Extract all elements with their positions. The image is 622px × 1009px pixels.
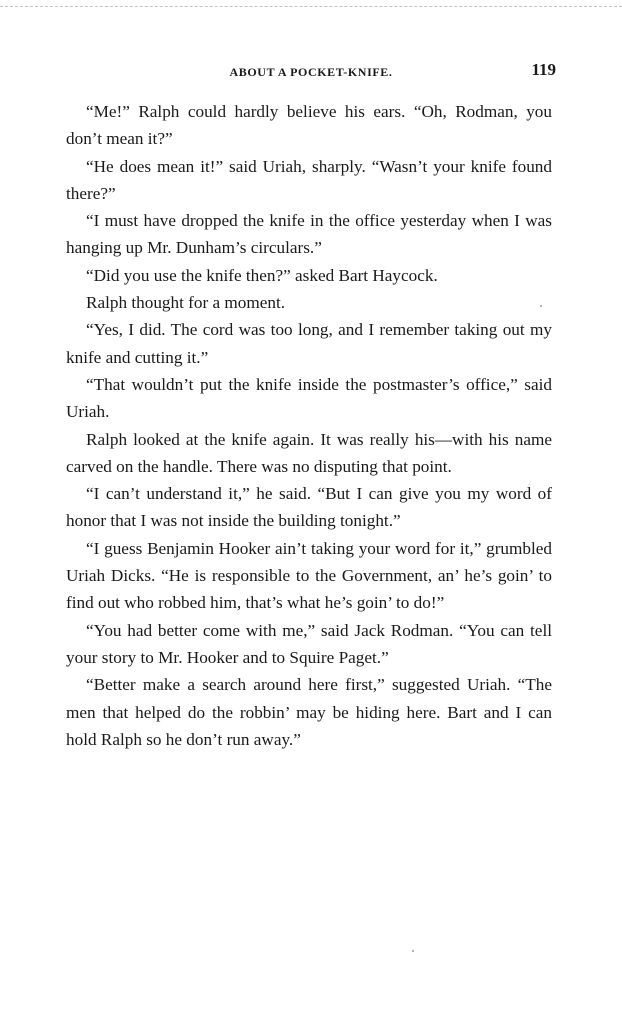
paragraph: “Better make a search around here first,” suggested Uriah. “The men that helped do the robbin’ may be hiding here. Bart and I can hold Ralph so he don’t run away.”	[66, 675, 552, 749]
paragraph: “He does mean it!” said Uriah, sharply. “Wasn’t your knife found there?”	[66, 156, 552, 203]
paragraph: “You had better come with me,” said Jack Rodman. “You can tell your story to Mr. Hooker and to Squire Paget.”	[66, 620, 552, 667]
scan-speck	[412, 950, 414, 952]
paragraph: “I guess Benjamin Hooker ain’t taking your word for it,” grumbled Uriah Dicks. “He is responsible to the Government, an’ he’s goin’ to find out who robbed him, that’s what he’s goin’ to do!”	[66, 538, 552, 613]
paragraph: “Did you use the knife then?” asked Bart Haycock.	[86, 265, 438, 285]
paragraph: Ralph looked at the knife again. It was really his—with his name carved on the handle. There was no disputing that point.	[66, 429, 552, 476]
page-number: 119	[531, 60, 556, 79]
running-title: ABOUT A POCKET-KNIFE.	[229, 65, 393, 79]
paragraph: “Me!” Ralph could hardly believe his ears. “Oh, Rodman, you don’t mean it?”	[66, 102, 552, 149]
paragraph: “Yes, I did. The cord was too long, and I remember taking out my knife and cutting it.”	[66, 320, 552, 367]
scan-speck	[540, 305, 542, 307]
scan-edge-artifact	[0, 6, 622, 11]
running-header	[66, 60, 556, 82]
paragraph: “I must have dropped the knife in the office yesterday when I was hanging up Mr. Dunham’s circulars.”	[66, 211, 552, 258]
paragraph: “That wouldn’t put the knife inside the postmaster’s office,” said Uriah.	[66, 374, 552, 422]
paragraph: “I can’t understand it,” he said. “But I can give you my word of honor that I was not inside the building tonight.”	[66, 484, 552, 531]
body-text	[66, 98, 552, 753]
paragraph: Ralph thought for a moment.	[86, 293, 286, 313]
